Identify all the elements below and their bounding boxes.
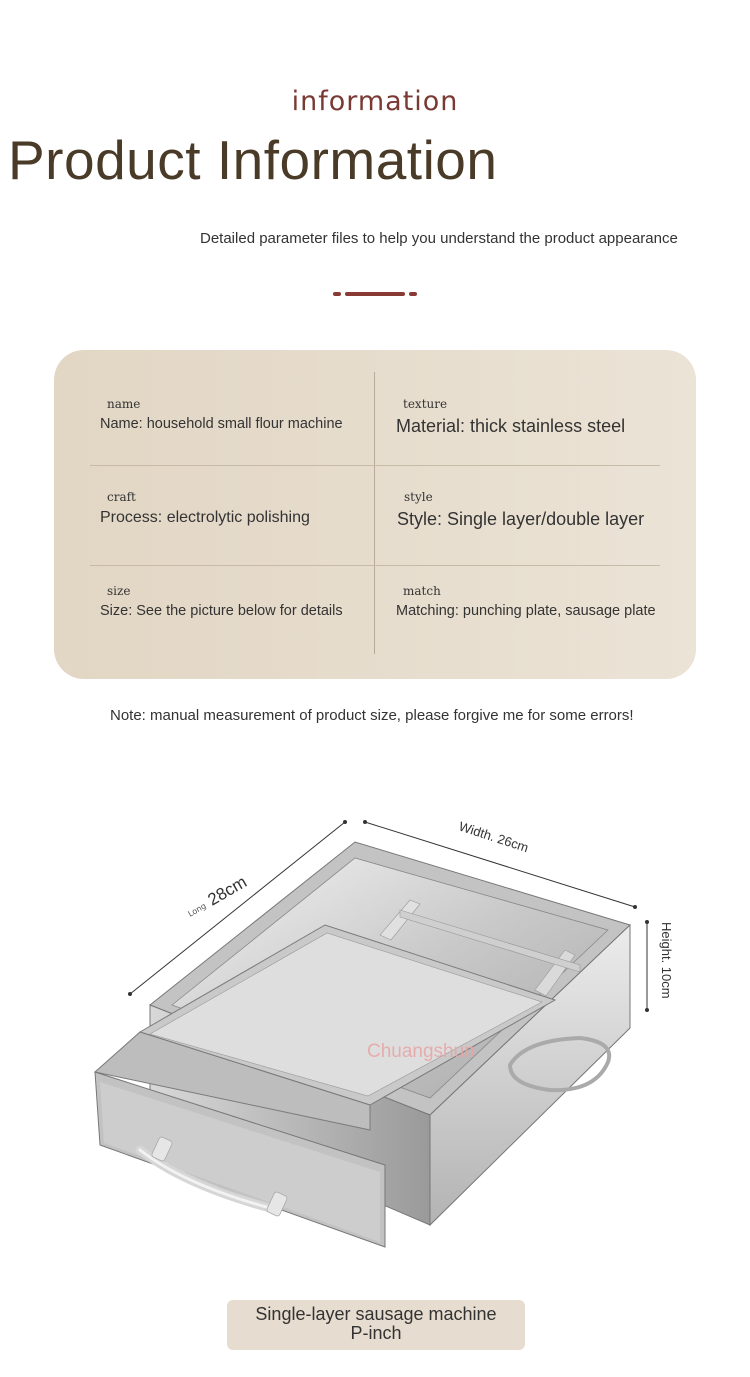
card-row-divider <box>90 565 660 566</box>
caption-line-2: P-inch <box>350 1323 402 1343</box>
divider-dot-left <box>333 292 341 296</box>
param-label: name <box>107 397 141 411</box>
param-texture <box>396 397 625 437</box>
param-name <box>100 397 343 432</box>
length-prefix-label: Long <box>186 901 208 919</box>
card-row-divider <box>90 465 660 466</box>
watermark-text: Chuangshun <box>367 1041 475 1062</box>
param-label: size <box>107 584 131 598</box>
page-title: Product Information <box>8 129 498 191</box>
section-eyebrow: information <box>291 86 459 117</box>
height-dimension-line <box>645 920 649 1012</box>
param-value: Matching: punching plate, sausage plate <box>396 603 656 619</box>
param-label: style <box>404 490 433 504</box>
param-size <box>100 584 343 619</box>
param-label: texture <box>403 397 448 411</box>
divider-bar <box>345 292 405 296</box>
param-value: Name: household small flour machine <box>100 416 343 432</box>
measurement-note: Note: manual measurement of product size, please forgive me for some errors! <box>110 707 634 724</box>
param-value: Material: thick stainless steel <box>396 416 626 436</box>
param-craft <box>100 490 310 527</box>
param-value: Style: Single layer/double layer <box>397 509 645 529</box>
title-divider <box>333 292 417 296</box>
caption-line-1: Single-layer sausage machine <box>255 1304 497 1324</box>
divider-dot-right <box>409 292 417 296</box>
product-diagram <box>80 800 700 1270</box>
param-style <box>397 490 644 530</box>
parameter-card <box>54 350 696 679</box>
param-value: Process: electrolytic polishing <box>100 509 310 526</box>
card-vertical-divider <box>374 372 375 654</box>
param-label: craft <box>107 490 136 504</box>
height-label: Height. 10cm <box>659 922 674 999</box>
param-value: Size: See the picture below for details <box>100 603 343 619</box>
page-subtitle: Detailed parameter files to help you understand the product appearance <box>200 230 678 247</box>
width-label: Width. 26cm <box>457 818 531 856</box>
length-label: 28cm <box>204 872 251 910</box>
param-label: match <box>403 584 441 598</box>
product-caption <box>227 1300 525 1350</box>
param-match <box>396 584 656 619</box>
